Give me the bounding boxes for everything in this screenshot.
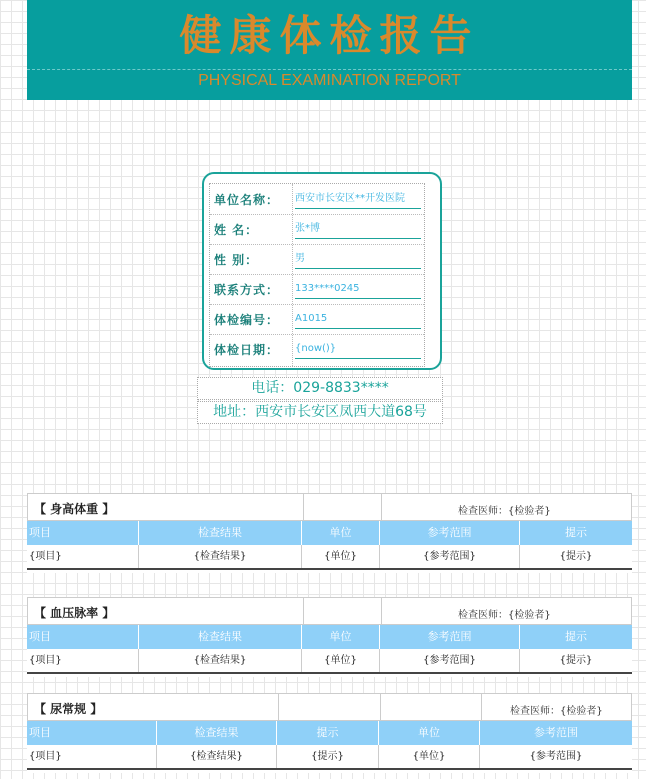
column-header-row xyxy=(27,721,632,745)
info-label: 单位名称： xyxy=(214,193,280,207)
table-cell: {检查结果} xyxy=(139,545,302,568)
table-cell: {项目} xyxy=(27,649,139,672)
info-label: 性 别： xyxy=(214,253,259,267)
info-label: 联系方式： xyxy=(214,283,280,297)
column-header-row xyxy=(27,625,632,649)
info-value-unit[interactable]: 西安市长安区**开发医院 xyxy=(295,190,421,209)
table-cell: {参考范围} xyxy=(380,649,520,672)
table-cell: {单位} xyxy=(302,649,380,672)
header-divider xyxy=(303,598,304,626)
column-header: 提示 xyxy=(565,630,587,643)
patient-info-card xyxy=(202,172,442,370)
contact-address: 地址：西安市长安区凤西大道68号 xyxy=(197,401,443,424)
info-value-gender[interactable]: 男 xyxy=(295,250,421,269)
patient-info-table xyxy=(209,183,425,367)
column-header: 检查结果 xyxy=(139,521,302,545)
column-header: 提示 xyxy=(277,721,379,745)
column-header: 单位 xyxy=(379,721,480,745)
header-divider xyxy=(27,69,632,70)
table-cell: {检查结果} xyxy=(157,745,277,768)
info-row-exam-id xyxy=(210,304,424,335)
section-header xyxy=(27,493,632,521)
column-header-row xyxy=(27,521,632,545)
header-divider xyxy=(303,494,304,522)
table-cell: {项目} xyxy=(27,745,157,768)
section-title: 【 尿常规 】 xyxy=(34,702,103,716)
section-title: 【 血压脉率 】 xyxy=(34,606,115,620)
column-header: 单位 xyxy=(302,625,380,649)
info-row-name xyxy=(210,214,424,245)
info-value-exam-date[interactable]: {now()} xyxy=(295,340,421,359)
section-doctor: 检查医师：{检验者} xyxy=(458,506,551,517)
info-label: 姓 名： xyxy=(214,223,259,237)
column-header: 参考范围 xyxy=(380,521,520,545)
section-urinalysis xyxy=(27,693,632,773)
table-row xyxy=(27,649,632,674)
column-header: 单位 xyxy=(302,521,380,545)
table-cell: {检查结果} xyxy=(139,649,302,672)
section-header xyxy=(27,597,632,625)
table-cell: {参考范围} xyxy=(380,545,520,568)
section-height-weight xyxy=(27,493,632,573)
section-header xyxy=(27,693,632,721)
section-doctor: 检查医师：{检验者} xyxy=(458,610,551,621)
section-blood-pressure xyxy=(27,597,632,677)
table-cell: {提示} xyxy=(559,551,593,562)
info-value-phone[interactable]: 133****0245 xyxy=(295,280,421,299)
info-row-gender xyxy=(210,244,424,275)
column-header: 项目 xyxy=(27,625,139,649)
table-row xyxy=(27,745,632,770)
header-divider xyxy=(278,694,279,722)
table-cell: {提示} xyxy=(559,655,593,666)
column-header: 提示 xyxy=(565,526,587,539)
info-value-name[interactable]: 张*博 xyxy=(295,220,421,239)
column-header: 项目 xyxy=(27,721,157,745)
table-cell: {单位} xyxy=(302,545,380,568)
section-title: 【 身高体重 】 xyxy=(34,502,115,516)
column-header: 参考范围 xyxy=(380,625,520,649)
column-header: 检查结果 xyxy=(139,625,302,649)
table-cell: {提示} xyxy=(277,745,379,768)
info-row-exam-date xyxy=(210,334,424,364)
header-divider xyxy=(381,598,382,626)
report-subtitle: PHYSICAL EXAMINATION REPORT xyxy=(198,72,461,89)
column-header: 项目 xyxy=(27,521,139,545)
info-label: 体检日期： xyxy=(214,343,280,357)
column-header: 参考范围 xyxy=(534,726,578,739)
header-divider xyxy=(381,494,382,522)
table-cell: {单位} xyxy=(379,745,480,768)
info-label: 体检编号： xyxy=(214,313,280,327)
column-header: 检查结果 xyxy=(157,721,277,745)
section-doctor: 检查医师：{检验者} xyxy=(510,706,603,717)
header-divider xyxy=(380,694,381,722)
report-header xyxy=(27,0,632,100)
table-cell: {项目} xyxy=(27,545,139,568)
header-divider xyxy=(481,694,482,722)
table-row xyxy=(27,545,632,570)
report-title: 健康体检报告 xyxy=(179,11,480,60)
info-row-unit xyxy=(210,184,424,215)
contact-phone: 电话：029-8833**** xyxy=(197,377,443,400)
info-row-phone xyxy=(210,274,424,305)
info-value-exam-id[interactable]: A1015 xyxy=(295,310,421,329)
table-cell: {参考范围} xyxy=(529,751,583,762)
